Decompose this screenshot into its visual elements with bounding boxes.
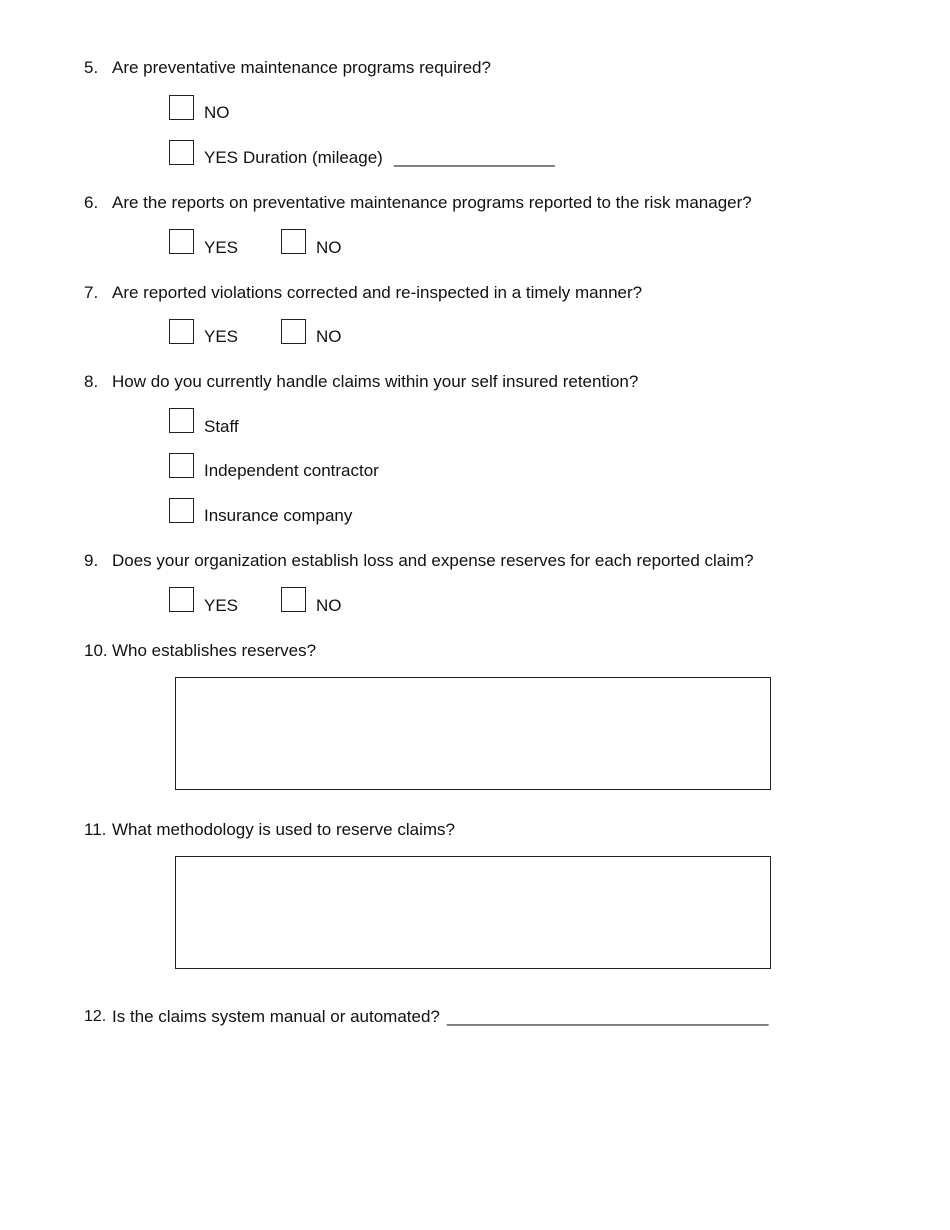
q9-no-checkbox[interactable] <box>281 587 306 612</box>
q12-question: Is the claims system manual or automated? <box>112 1007 440 1026</box>
q6-yes-checkbox[interactable] <box>169 229 194 254</box>
q9-yes-checkbox[interactable] <box>169 587 194 612</box>
q8-independent-contractor-label: Independent contractor <box>204 461 379 480</box>
q12-answer-blank[interactable]: __________________________________ <box>447 1007 769 1026</box>
q5-yes-checkbox[interactable] <box>169 140 194 165</box>
q6-no-label: NO <box>316 238 342 257</box>
q8-insurance-company-checkbox[interactable] <box>169 498 194 523</box>
q10-answer-box[interactable] <box>175 677 771 790</box>
q8-question: How do you currently handle claims within your self insured retention? <box>112 372 639 391</box>
q5-number: 5. <box>84 58 99 77</box>
q5-no-checkbox[interactable] <box>169 95 194 120</box>
q7-number: 7. <box>84 283 99 302</box>
q5-duration-blank[interactable]: _________________ <box>394 148 555 167</box>
q11-answer-box[interactable] <box>175 856 771 969</box>
q8-independent-contractor-checkbox[interactable] <box>169 453 194 478</box>
q11-question: What methodology is used to reserve claims? <box>112 820 455 839</box>
q9-no-label: NO <box>316 596 342 615</box>
q11-number: 11. <box>84 820 107 839</box>
q5-duration-label: Duration (mileage) <box>243 148 383 167</box>
q6-no-checkbox[interactable] <box>281 229 306 254</box>
q8-insurance-company-label: Insurance company <box>204 506 353 525</box>
q7-question: Are reported violations corrected and re-inspected in a timely manner? <box>112 283 643 302</box>
q12-number: 12. <box>84 1008 107 1025</box>
q6-yes-label: YES <box>204 238 239 257</box>
q5-question: Are preventative maintenance programs required? <box>112 58 491 77</box>
q10-number: 10. <box>84 641 108 660</box>
q7-yes-checkbox[interactable] <box>169 319 194 344</box>
q5-yes-label: YES <box>204 148 239 167</box>
q6-number: 6. <box>84 193 99 212</box>
q5-no-label: NO <box>204 103 230 122</box>
q7-no-label: NO <box>316 327 342 346</box>
q10-question: Who establishes reserves? <box>112 641 317 660</box>
q9-question: Does your organization establish loss and expense reserves for each reported claim? <box>112 551 754 570</box>
q8-staff-label: Staff <box>204 417 239 436</box>
q7-yes-label: YES <box>204 327 239 346</box>
q6-question: Are the reports on preventative maintenance programs reported to the risk manager? <box>112 193 752 212</box>
q9-yes-label: YES <box>204 596 239 615</box>
q8-staff-checkbox[interactable] <box>169 408 194 433</box>
q8-number: 8. <box>84 372 99 391</box>
q7-no-checkbox[interactable] <box>281 319 306 344</box>
q9-number: 9. <box>84 551 99 570</box>
